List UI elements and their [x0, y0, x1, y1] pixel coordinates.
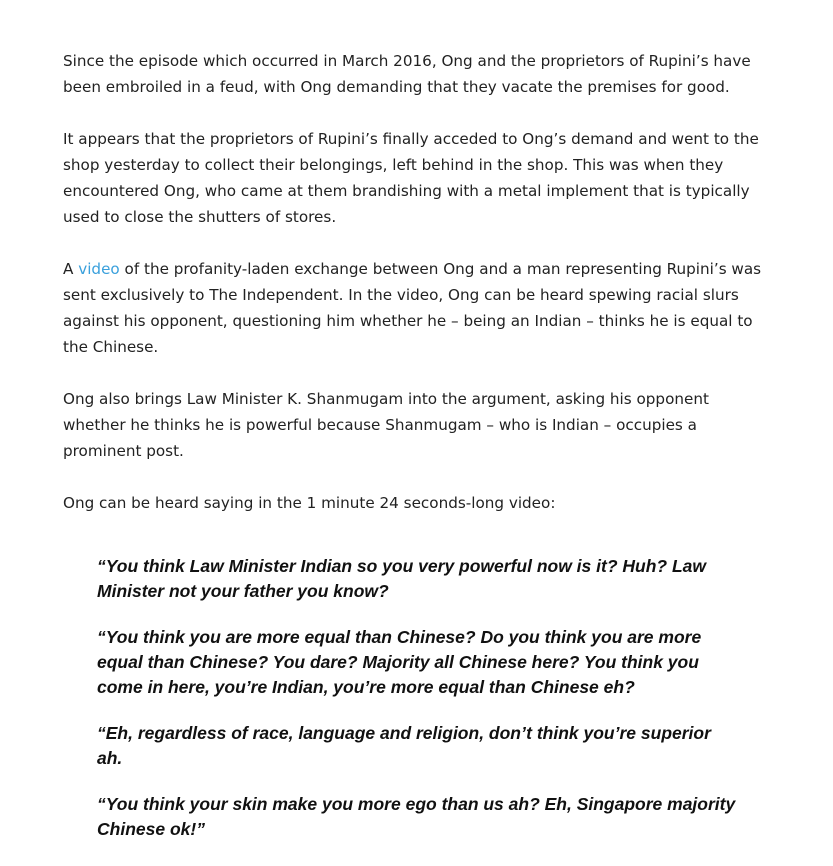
- paragraph-intro-quote: Ong can be heard saying in the 1 minute 24 seconds-long video:: [63, 494, 556, 512]
- quote-line-3: “Eh, regardless of race, language and religion, don’t think you’re superior ah.: [97, 723, 711, 768]
- quote-line-2: “You think you are more equal than Chinese? Do you think you are more equal than Chinese? You dare? Majority all Chinese here? You think you come in here, you’re Indian, you’re more equal than Chinese eh?: [97, 627, 702, 697]
- quote-line-1: “You think Law Minister Indian so you very powerful now is it? Huh? Law Minister not your father you know?: [97, 556, 706, 601]
- article-body: [63, 48, 763, 542]
- quote-line-4: “You think your skin make you more ego than us ah? Eh, Singapore majority Chinese ok!”: [97, 794, 736, 839]
- video-link[interactable]: video: [78, 260, 120, 278]
- paragraph-video-lead: A: [63, 260, 79, 278]
- paragraph-video-rest: of the profanity-laden exchange between Ong and a man representing Rupini’s was sent exclusively to The Independent. In the video, Ong can be heard spewing racial slurs against his opponent, questioning him whether he – being an Indian – thinks he is equal to the Chinese.: [63, 260, 762, 356]
- blockquote: [97, 554, 737, 863]
- paragraph-feud: Since the episode which occurred in March 2016, Ong and the proprietors of Rupini’s have been embroiled in a feud, with Ong demanding that they vacate the premises for good.: [63, 52, 751, 96]
- paragraph-video: [63, 256, 763, 360]
- paragraph-belongings: It appears that the proprietors of Rupini’s finally acceded to Ong’s demand and went to the shop yesterday to collect their belongings, left behind in the shop. This was when they encountered Ong, who came at them brandishing with a metal implement that is typically used to close the shutters of stores.: [63, 130, 759, 226]
- paragraph-law-minister: Ong also brings Law Minister K. Shanmugam into the argument, asking his opponent whether he thinks he is powerful because Shanmugam – who is Indian – occupies a prominent post.: [63, 390, 709, 460]
